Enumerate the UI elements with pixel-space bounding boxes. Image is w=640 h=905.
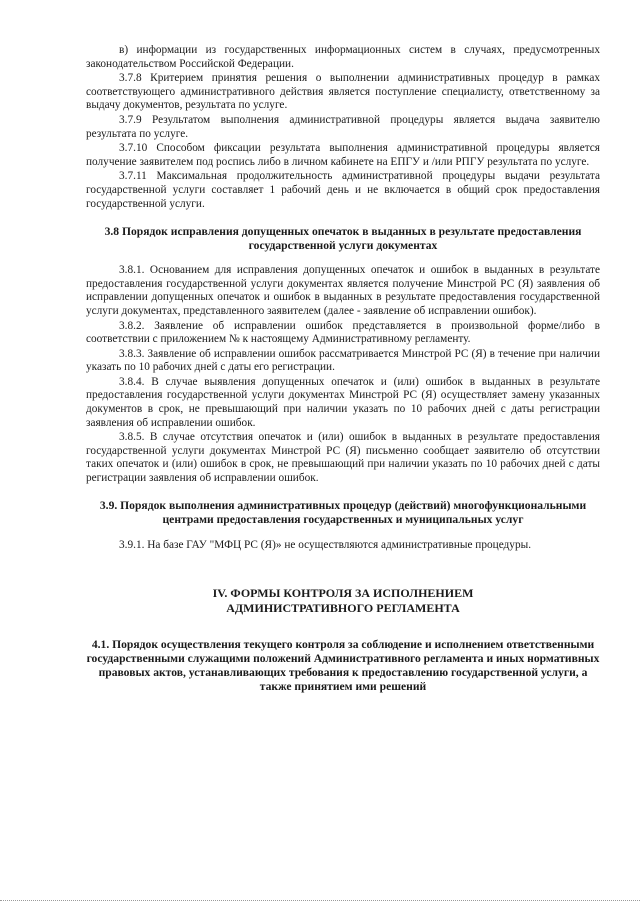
paragraph: 3.8.2. Заявление об исправлении ошибок представляется в произвольной форме/либо в соответствии с приложением № к настоящему Административному регламенту. (86, 319, 600, 346)
section-heading-3-8: 3.8 Порядок исправления допущенных опечаток в выданных в результате предоставления государственной услуги документах (104, 225, 582, 253)
paragraph: 3.8.3. Заявление об исправлении ошибок рассматривается Минстрой РС (Я) в течение при наличии указать по 10 рабочих дней с даты его регистрации. (86, 347, 600, 374)
page-edge-divider (0, 900, 640, 901)
paragraph: 3.9.1. На базе ГАУ "МФЦ РС (Я)» не осуществляются административные процедуры. (119, 538, 532, 551)
paragraph: 3.7.9 Результатом выполнения административной процедуры является выдача заявителю результата по услуге. (86, 113, 600, 140)
paragraph: 3.8.5. В случае отсутствия опечаток и (или) ошибок в выданных в результате предоставления государственной услуги документах Минстрой РС (Я) письменно сообщает заявителю об отсутствии таких опечаток и (или) ошибок в срок, не превышающий при наличии указать по 10 рабочих дней с даты регистрации заявления об исправлении ошибок. (86, 431, 600, 485)
paragraph: 3.7.8 Критерием принятия решения о выполнении административных процедур в рамках соответствующего административного действия является поступление специалисту, ответственному за выдачу документов, результата по услуге. (86, 72, 600, 112)
chapter-heading-line: IV. ФОРМЫ КОНТРОЛЯ ЗА ИСПОЛНЕНИЕМ (212, 586, 474, 601)
paragraph: 3.8.4. В случае выявления допущенных опечаток и (или) ошибок в выданных в результате предоставления государственной услуги документах Минстрой РС (Я) осуществляет замену указанных документов в срок, не превышающий при наличии указать по 10 рабочих дней с даты регистрации заявления об исправлении ошибок. (86, 375, 600, 429)
section-heading-4-1: 4.1. Порядок осуществления текущего контроля за соблюдение и исполнением ответственными государственными служащими положений Административного регламента и иных нормативных правовых актов, устанавливающих требования к предоставлению государственной услуги, а также принятием ими решений (86, 638, 600, 694)
chapter-heading-iv (86, 586, 600, 616)
chapter-heading-line: АДМИНИСТРАТИВНОГО РЕГЛАМЕНТА (226, 601, 460, 616)
paragraph: в) информации из государственных информационных систем в случаях, предусмотренных законодательством Российской Федерации. (86, 44, 600, 70)
paragraph: 3.7.11 Максимальная продолжительность административной процедуры выдачи результата государственной услуги составляет 1 рабочий день и не включается в общий срок предоставления государственной услуги. (86, 170, 600, 210)
paragraph: 3.8.1. Основанием для исправления допущенных опечаток и ошибок в выданных в результате предоставления государственной услуги документах является получение Минстрой РС (Я) заявления об исправлении допущенных опечаток и ошибок в выданных в результате предоставления государственной услуги документах, представленного заявителем (далее - заявление об исправлении ошибок). (86, 264, 600, 317)
paragraph: 3.7.10 Способом фиксации результата выполнения административной процедуры является получение заявителем под роспись либо в личном кабинете на ЕПГУ и /или РПГУ результата по услуге. (86, 142, 600, 168)
section-heading-3-9: 3.9. Порядок выполнения административных процедур (действий) многофункциональными центрами предоставления государственных и муниципальных услуг (99, 498, 587, 526)
